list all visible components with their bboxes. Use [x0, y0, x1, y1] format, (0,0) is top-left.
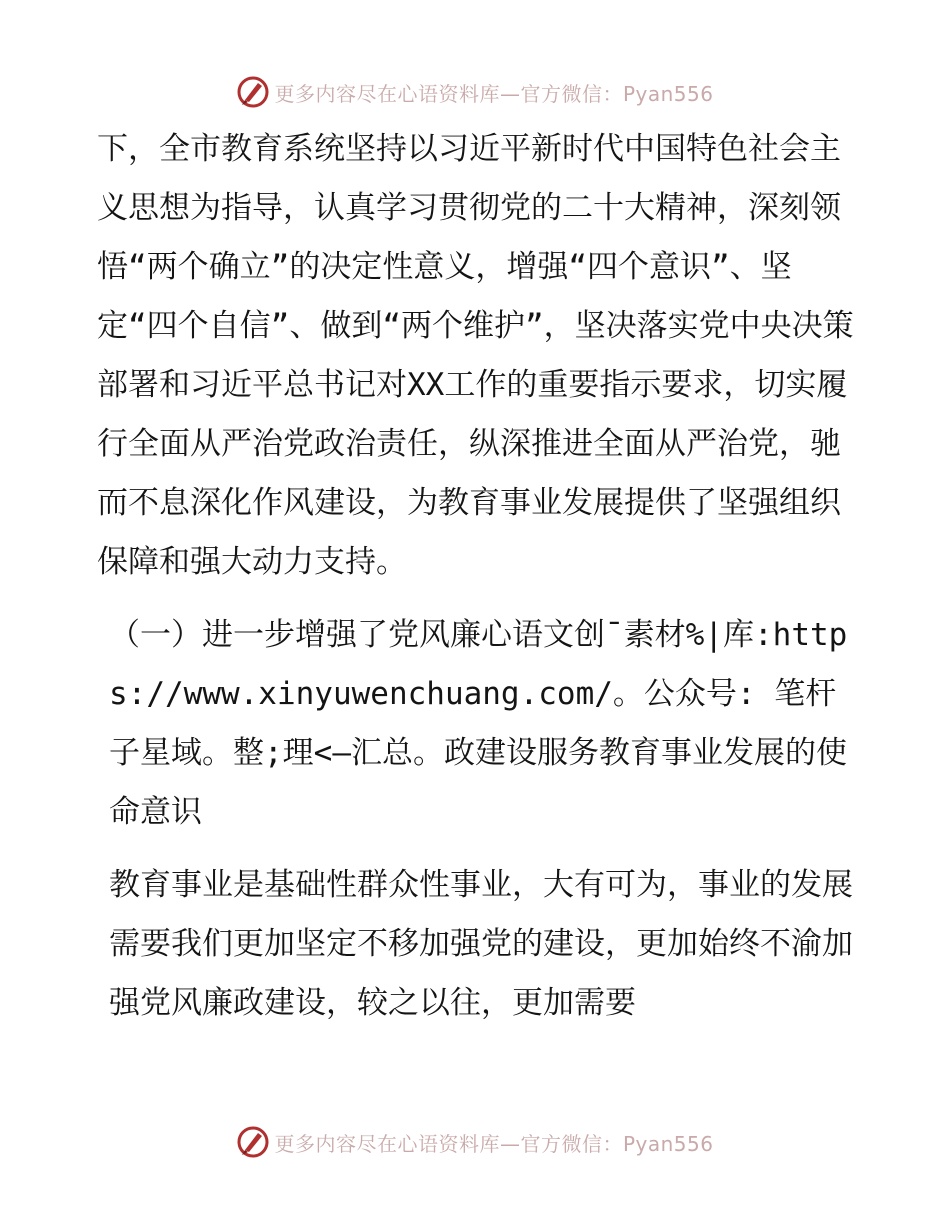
- paragraph-3: 教育事业是基础性群众性事业，大有可为，事业的发展需要我们更加坚定不移加强党的建设，更加始终不渝加强党风廉政建设，较之以往，更加需要: [109, 867, 853, 1021]
- paragraph-1: 下，全市教育系统坚持以习近平新时代中国特色社会主义思想为指导，认真学习贯彻党的二十大精神，深刻领悟“两个确立”的决定性意义，增强“四个意识”、坚定“四个自信”、做到“两个维护”，坚决落实党中央决策部署和习近平总书记对XX工作的重要指示要求，切实履行全面从严治党政治责任，纵深推进全面从严治党，驰而不息深化作风建设，为教育事业发展提供了坚强组织保障和强大动力支持。: [97, 131, 854, 580]
- quill-logo-icon: [236, 1125, 270, 1159]
- document-body: [97, 120, 857, 1033]
- header-watermark-banner: [0, 72, 950, 112]
- paragraph-2-section-heading: （一）进一步增强了党风廉心语文创¯素材%|库:https://www.xinyuwenchuang.com/。公众号: 笔杆子星域。整;理<—汇总。政建设服务教育事业发展的使命意识: [109, 617, 848, 830]
- footer-watermark-banner: [0, 1122, 950, 1162]
- quill-logo-icon: [236, 75, 270, 109]
- header-watermark-text: 更多内容尽在心语资料库—官方微信：Pyan556: [274, 81, 714, 106]
- footer-watermark-text: 更多内容尽在心语资料库—官方微信：Pyan556: [274, 1131, 714, 1156]
